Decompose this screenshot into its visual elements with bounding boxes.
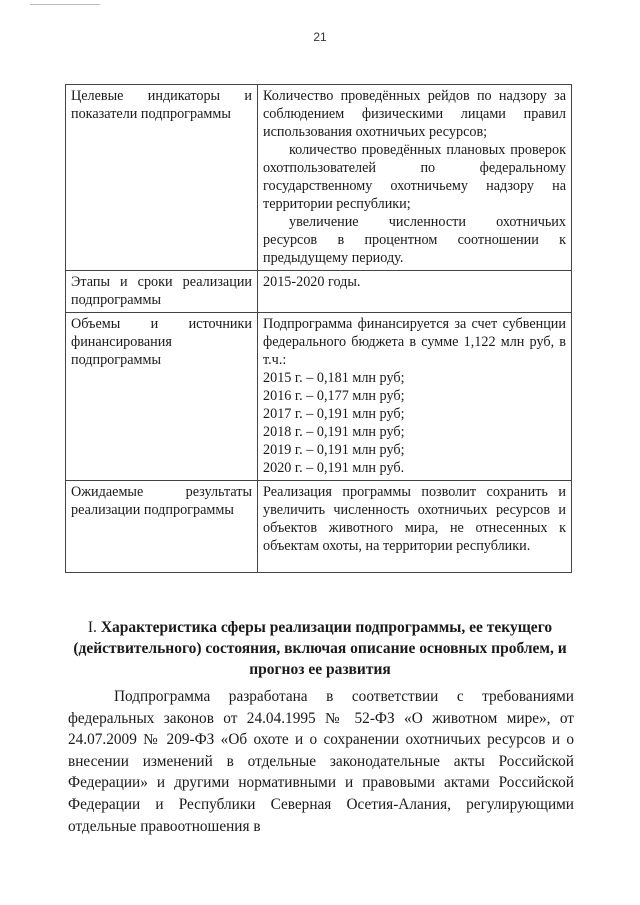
row-label: Ожидаемые результаты реализации подпрограммы [66, 481, 258, 573]
header-rule [30, 4, 100, 5]
value-paragraph: Подпрограмма финансируется за счет субвенции федерального бюджета в сумме 1,122 млн руб, в т.ч.: [263, 316, 566, 368]
value-paragraph: увеличение численности охотничьих ресурсов в процентном соотношении к предыдущему периоду. [263, 214, 566, 266]
row-label: Целевые индикаторы и показатели подпрограммы [66, 85, 258, 271]
row-value [258, 313, 572, 481]
funding-line: 2019 г. – 0,191 млн руб; [263, 442, 405, 458]
value-paragraph: Количество проведённых рейдов по надзору за соблюдением физическими лицами правил использования охотничьих ресурсов; [263, 88, 566, 140]
funding-line: 2016 г. – 0,177 млн руб; [263, 388, 405, 404]
value-paragraph: 2015-2020 годы. [263, 274, 361, 290]
page-number: 21 [313, 30, 327, 44]
body-paragraph: Подпрограмма разработана в соответствии с требованиями федеральных законов от 24.04.1995 № 52-ФЗ «О животном мире», от 24.07.2009 № 209-ФЗ «Об охоте и о сохранении охотничьих ресурсов и о внесении изменений в отдельные законодательные акты Российской Федерации» и другими нормативными и правовыми актами Российской Федерации и Республики Северная Осетия-Алания, регулирующими отдельные правоотношения в [68, 688, 574, 835]
table-row [66, 313, 572, 481]
row-value [258, 271, 572, 313]
value-paragraph: количество проведённых плановых проверок охотпользователей по федеральному государственному охотничьему надзору на территории республики; [263, 142, 566, 212]
row-label: Объемы и источники финансирования подпрограммы [66, 313, 258, 481]
row-label: Этапы и сроки реализации подпрограммы [66, 271, 258, 313]
section-heading [70, 617, 570, 680]
section-number: I. [87, 619, 97, 636]
funding-line: 2018 г. – 0,191 млн руб; [263, 424, 405, 440]
funding-line: 2020 г. – 0,191 млн руб. [263, 460, 405, 476]
body-text [68, 686, 574, 837]
section-title: Характеристика сферы реализации подпрограммы, ее текущего (действительного) состояния, включая описание основных проблем, и прогноз ее развития [73, 619, 567, 678]
table-row [66, 481, 572, 573]
row-value [258, 481, 572, 573]
row-value [258, 85, 572, 271]
funding-line: 2017 г. – 0,191 млн руб; [263, 406, 405, 422]
subprogram-passport-table [65, 84, 572, 573]
funding-line: 2015 г. – 0,181 млн руб; [263, 370, 405, 386]
value-paragraph: Реализация программы позволит сохранить и увеличить численность охотничьих ресурсов и объектов животного мира, не отнесенных к объектам охоты, на территории республики. [263, 484, 566, 554]
table-row [66, 271, 572, 313]
table-row [66, 85, 572, 271]
